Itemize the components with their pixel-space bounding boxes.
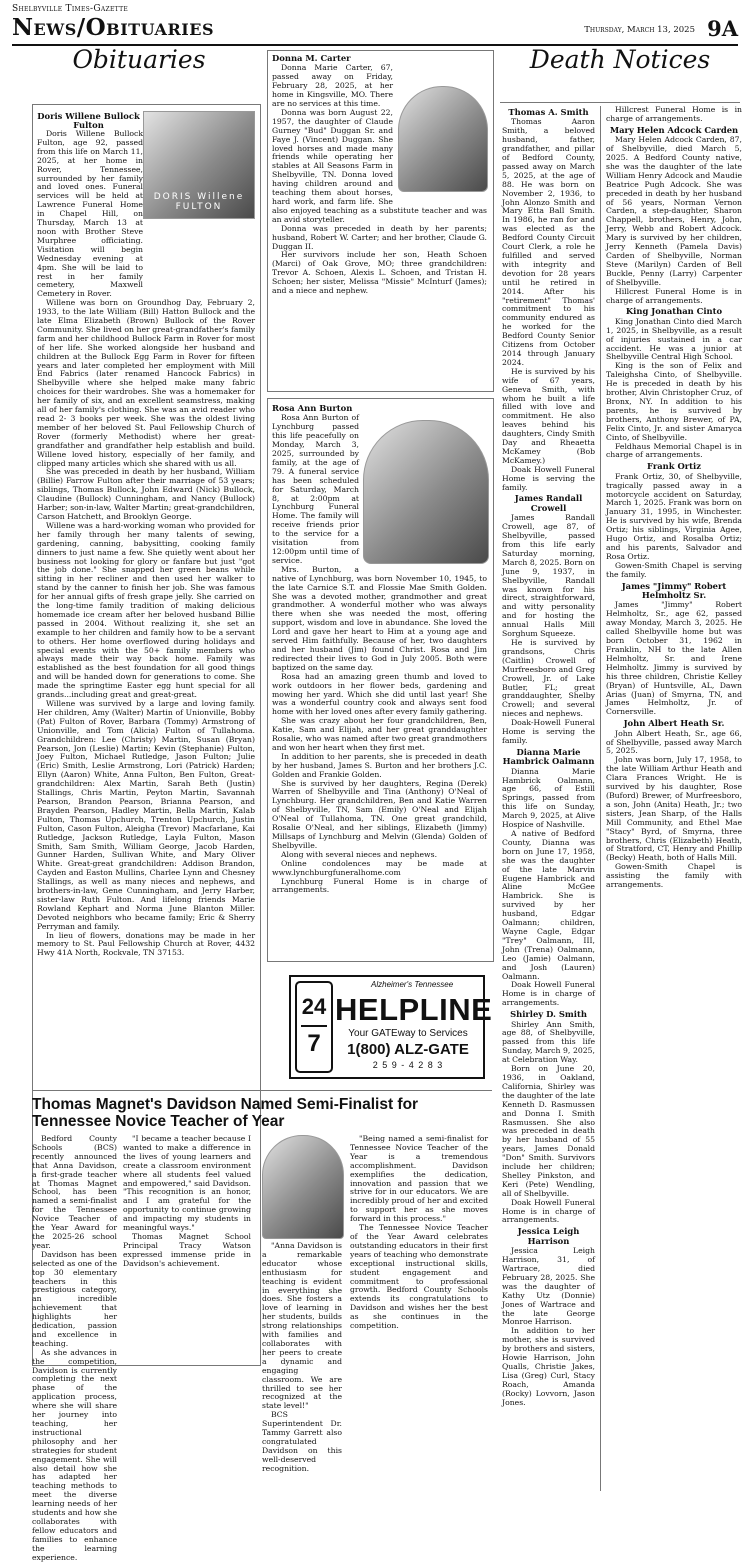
masthead: Shelbyville Times-Gazette bbox=[12, 4, 129, 14]
article-p4: "I became a teacher because I wanted to make a difference in the lives of young learners and create a classroom environment where all students feel valued and empowered," said Davidson. "This recognition is an honor, and I am grateful for the opportunity to continue growing and impacting my students in meaningful ways." bbox=[123, 1134, 251, 1233]
article-rule bbox=[32, 1090, 492, 1091]
carter-p4: Her survivors include her son, Heath Schoen (Marci) of Oak Grove, MO; three grandchildren: Trevor A. Schoen, Alexis L. Schoen, and Tristan H. Schoen; her sister, Melissa "Missie" McInturf (James); and a niece and nephew. bbox=[272, 250, 487, 296]
carden-p2: Hillcrest Funeral Home is in charge of arrangements. bbox=[606, 286, 742, 305]
burton-p6: She is survived by her daughters, Regina (Derek) Warren of Shelbyville and Tina (Anthony) O'Neal of Lynchburg. Her grandchildren, Ben and Katie Warren of Shelbyville, TN, Sam (Emily) O'Neal and Elijah O'Neal of Tullahoma, TN. One great grandchild, Rosalie O'Neal, and her siblings, Elizabeth (Jimmy) Millsaps of Lynchburg and Melvin (Glenda) Golden of Shelbyville. bbox=[272, 778, 487, 850]
fulton-p3: She was preceded in death by her husband, William (Billie) Farrow Fulton after their marriage of 53 years; siblings, Thomas Bullock, John Edward (Nick) Bullock, Claudine (Bullock) Cunningham, and Nancy (Bullock) Harber; son-in-law, Walter Martin; great-grandchildren, Carson Hatchett, and Brooklyn George. bbox=[37, 467, 255, 521]
section-title: News/Obituaries bbox=[12, 14, 214, 41]
fulton-p4: Willene was a hard-working woman who provided for her family through her many talents of sewing, gardening, canning, babysitting, cooking family dinners to just name a few. She quietly went about her business not looking for glory or fanfare but just "got the job done." She snapped her green beans while sitting in her recliner and then used her walker to stand by the canner to finish her job. She was famous for her annual gifts of fresh grape jelly. She carried on the long-time family tradition of making delicious homemade ice cream after her beloved husband Billie passed in 2004. Without realizing it, she set an example to her children and family how to be a servant to others. Her home overflowed during holidays and special events with the 50+ family members who always made their way back home. Family was established as the best foundation for all good things and will be handed down for generations to come. She made the springtime Easter egg hunt special for all grands...including great and great-great. bbox=[37, 520, 255, 700]
carter-p2: Donna was born August 22, 1957, the daughter of Claude Gurney "Bud" Duggan Sr. and Faye J. (Vincent) Duggan. She loved horses and made many friends while operating her stables at All Seasons Farm in Shelbyville, TN. Donna loved having children around and teaching them about horses, hard work, and farm life. She also enjoyed teaching as a substitute teacher and was an avid storyteller. bbox=[272, 107, 487, 224]
ortiz-p1: Frank Ortiz, 30, of Shelbyville, tragically passed away in a motorcycle accident on Saturday, March 1, 2025. Frank was born on January 31, 1995, in Winchester. He is survived by his wife, Brenda Ortiz; his siblings, Virginia Agee, Hugo Ortiz, and Rosalba Ortiz; and his parents, Salvador and Rosa Ortiz. bbox=[606, 471, 742, 561]
heath-name: John Albert Heath Sr. bbox=[623, 718, 725, 729]
smith-name: Thomas A. Smith bbox=[508, 107, 589, 117]
obituaries-heading: Obituaries bbox=[72, 45, 206, 74]
smith-p1: Thomas Aaron Smith, a beloved husband, father, grandfather, and pillar of Bedford County, passed away on March 5, 2025, at the age of 88. He was born on November 2, 1936, to John Alonzo Smith and Mary Etta Ball Smith. In 1986, he ran for and was elected as the Bedford County Circuit Court Clerk, a role he fulfilled and served with integrity and devotion for 28 years until he retired in 2014. After his "retirement" Thomas' commitment to his community endured as he worked for the Bedford County Senior Citizens from October 2014 through January 2024. bbox=[502, 117, 595, 367]
smith-p2: He is survived by his wife of 67 years, Geneva Smith, with whom he built a life filled with love and commitment. He also leaves behind his daughters, Cindy Smith Day and Rheaetta McKamey (Bob McKamey.) bbox=[502, 366, 595, 465]
fulton-p2: Willene was born on Groundhog Day, February 2, 1933, to the late William (Bill) Hatton Bullock and the late Elma Elizabeth (Brown) Bullock of the Rover Community. She lived on her great-grandfather's family farm and her childhood Bullock Farm in Rover for most of her life. She worked alongside her husband and children at the Bullock Egg Farm in Rover for fifteen years and later completed her employment with Mill End Fabrics (later renamed Hancock Fabrics) in Shelbyville where she helped make many fabric choices for their wardrobes. She was a homemaker for her family of six, and an excellent seamstress, making all of her family's clothing. She was an avid reader who read 2- 3 books per week. She was the oldest living member of her beloved St. Paul Fellowship Church of Rover (formerly Methodist) where her great-grandfather and grandfather help establish and build. Willene loved history, especially of her family, and clipped many articles which she shared with us all. bbox=[37, 298, 255, 468]
carter-p1: Donna Marie Carter, 67, passed away on Friday, February 28, 2025, at her home in Kingsville, MO. There are no services at this time. bbox=[272, 63, 393, 109]
article-p2: Davidson has been selected as one of the top 30 elementary teachers in this prestigious category, an incredible achievement that highlights her dedication, passion and excellence in teaching. bbox=[32, 1249, 117, 1348]
helmholtz-name: James "Jimmy" Robert Helmholtz Sr. bbox=[621, 580, 727, 601]
cinto-name: King Jonathan Cinto bbox=[625, 306, 723, 317]
ad-digits: 2 5 9 - 4 2 8 3 bbox=[372, 1060, 444, 1070]
fulton-p1-wrap bbox=[37, 130, 143, 299]
burton-p1: Rosa Ann Burton of Lynchburg passed this life peacefully on Monday, March 3, 2025, surrounded by family, at the age of 79. A funeral service has been scheduled for Saturday, March 8, at 2:00pm at Lynchburg Funeral Home. The family will receive friends prior to the service for a visitation from 12:00pm until time of service. bbox=[272, 413, 359, 565]
crowell-p1: James Randall Crowell, age 87, of Shelbyville, passed from this life early Saturday morning, March 8, 2025. Born on June 9, 1937, in Shelbyville, Randall was known for his direct, straightforward, and witty personality and for hosting the annual Halls Mill Sorghum Squeeze. bbox=[502, 513, 595, 639]
carden-p1: Mary Helen Adcock Carden, 87, of Shelbyville, died March 5, 2025. A Bedford County native, she was the daughter of the late William Henry Adcock and Maudie Beatrice Pugh Adcock. She was preceded in death by her husband of 56 years, Norman Vernon Carden, a step-daughter, Sharon Chappell, brothers, Henry, John, Jerry, Webb and Robert Adcock. Mary is survived by her children, Jerry Kenneth (Pamela Davis) Carden of Shelbyville, Norman Steve (Marilyn) Carden of Bell Buckle, Penny (Larry) Carpenter of Shelbyville. bbox=[606, 135, 742, 287]
heath-p1: John Albert Heath, Sr., age 66, of Shelbyville, passed away March 5, 2025. bbox=[606, 728, 742, 756]
burton-p9: Lynchburg Funeral Home is in charge of arrangements. bbox=[272, 876, 487, 895]
ad-tagline: Your GATEway to Services bbox=[348, 1028, 468, 1039]
fulton-p6: In lieu of flowers, donations may be made in her memory to St. Paul Fellowship Church at Rover, 4432 Hwy 41A North, Rockvale, TN 37153. bbox=[37, 930, 255, 958]
harrison-p1: Jessica Leigh Harrison, 31, of Wartrace, died February 28, 2025. She was the daughter of Kathy Utz (Donnie) Jones of Wartrace and the late George Monroe Harrison. bbox=[502, 1246, 595, 1327]
shirley-name: Shirley D. Smith bbox=[510, 1009, 587, 1020]
phone-icon bbox=[295, 981, 333, 1073]
harrison-name: Jessica Leigh Harrison bbox=[517, 1226, 580, 1246]
article-col-2 bbox=[123, 1135, 251, 1490]
burton-p7: Along with several nieces and nephews. bbox=[281, 849, 438, 859]
page-number: 9A bbox=[707, 16, 738, 41]
burton-text bbox=[272, 402, 487, 958]
harrison-p3: Hillcrest Funeral Home is in charge of arrangements. bbox=[606, 105, 742, 123]
oalmann-p3: Doak Howell Funeral Home is in charge of arrangements. bbox=[502, 980, 595, 1008]
article-p1: Bedford County Schools (BCS) recently announced that Anna Davidson, a first-grade teacher at Thomas Magnet School, has been named a semi-finalist for the Tennessee Novice Teacher of the Year Award for the 2025-26 school year. bbox=[32, 1134, 117, 1250]
carter-p3: Donna was preceded in death by her parents; husband, Robert W. Carter; and her brother, Claude G. Duggan II. bbox=[272, 223, 487, 251]
oalmann-p2: A native of Bedford County, Dianna was born on June 17, 1958, she was the daughter of the late Marvin Eugene Hambrick and Aline McGee Hambrick. She is survived by her husband, Edgar Oalmann; children, Wayne Cagle, Edgar "Trey" Oalmann, III, John (Trena) Oalmann, Leo (Jamie) Oalmann, and Josh (Lauren) Oalmann. bbox=[502, 829, 595, 981]
carter-name: Donna M. Carter bbox=[272, 53, 351, 63]
burton-p5: In addition to her parents, she is preceded in death by her husband, James S. Burton and her brothers J.C. Golden and Frankie Golden. bbox=[272, 751, 487, 779]
shirley-p3: Doak Howell Funeral Home is in charge of arrangements. bbox=[502, 1197, 595, 1225]
article-p8: "Being named a semi-finalist for Tennessee Novice Teacher of the Year is a tremendous accomplishment. Davidson exemplifies the dedication, innovation and passion that we strive for in our educators. We are incredibly proud of her and excited to support her as she moves forward in this process." bbox=[350, 1134, 488, 1224]
carter-photo-space bbox=[393, 64, 487, 206]
article-col-1 bbox=[32, 1134, 117, 1562]
phone-number-24: 24 bbox=[301, 994, 327, 1019]
helmholtz-p1: James "Jimmy" Robert Helmholtz, Sr., age 62, passed away Monday, March 3, 2025. He called Shelbyville home but was born October 31, 1962 in Franklin, NH to the late Allen Helmholtz, Sr. and Irene Helmholtz. Jimmy is survived by his three children, Christie Kelley (Bryan) of Huntsville, AL, Dawn Arias (Juan) of Smyrna, TN, and James Helmholtz, Jr. of Cornersville. bbox=[606, 600, 742, 717]
oalmann-name: Dianna Marie Hambrick Oalmann bbox=[502, 746, 595, 767]
harrison-p2: In addition to her mother, she is survived by brothers and sisters, Howie Harrison, John Qualls, Christie Jakes, Lisa (Greg) Curl, Stacy Roach, Amanda (Rocky) Lovvorn, Jason Jones. bbox=[502, 1326, 595, 1407]
heath-p2: John was born, July 17, 1958, to the late William Arthur Heath and Clara Frances Wright. He is survived by his daughter, Rose (Buford) Brewer, of Murfreesboro, a son, John (Anita) Heath, Jr.; two sisters, Jean Sharp, of the Halls Mill Community, and Ethel Mae "Stacy" Byrd, of Smyrna, three brothers, Chris (Elizabeth) Heath, of Stratford, CT, Henry and Phillip (Becky) Heath, both of Halls Mill. bbox=[606, 755, 742, 863]
death-notices-rule bbox=[500, 102, 740, 103]
crowell-p3: Doak-Howell Funeral Home is serving the family. bbox=[502, 718, 595, 745]
cinto-p1: King Jonathan Cinto died March 1, 2025, in Shelbyville, as a result of injuries sustained in a car accident. He was a junior at Shelbyville Central High School. bbox=[606, 316, 742, 362]
burton-p4: She was crazy about her four grandchildren, Ben, Katie, Sam and Elijah, and her great granddaughter Rosalie, who was named after two great grandmothers and won her heart when they first met. bbox=[272, 716, 487, 752]
burton-p2: Mrs. Burton, a native of Lynchburg, was born November 10, 1945, to the late Carnice S.T. and Flossie Mae Smith Golden. She was a devoted mother, grandmother and great grandmother. A wonderful mother who was always there when she was needed the most, offering support, wisdom and love in abundance. She loved the Lord and gave her heart to Him at a young age and served Him faithfully. Because of her, two daughters and her husband (Jim) found Christ. Rosa and Jim redirected their lives to God in July 2005. Both were baptized on the same day. bbox=[272, 564, 487, 672]
shirley-p2: Born on June 20, 1936, in Oakland, California, Shirley was the daughter of the late Kenneth D. Rasmussen and Donna I. Smith Rasmussen. She also was preceded in death by her husband of 55 years, James Donald "Don" Smith. Survivors include her children; Shelley Pinkston, and Keri (Pete) Wendling, all of Shelbyville. bbox=[502, 1064, 595, 1198]
shirley-p1: Shirley Ann Smith, age 88, of Shelbyville, passed from this life Sunday, March 9, 2025, at Celebration Way. bbox=[502, 1019, 595, 1065]
burton-name: Rosa Ann Burton bbox=[272, 403, 353, 413]
death-notices-divider bbox=[600, 106, 601, 1491]
smith-p3: Doak Howell Funeral Home is serving the family. bbox=[502, 464, 595, 492]
fulton-photo-caption: DORIS Willene FULTON bbox=[153, 192, 245, 212]
cinto-p3: Feldhaus Memorial Chapel is in charge of arrangements. bbox=[606, 441, 742, 460]
burton-p8: Online condolences may be made at www.lynchburgfuneralhome.com bbox=[272, 858, 487, 877]
dn-col-1 bbox=[502, 106, 595, 1491]
helpline-ad bbox=[289, 975, 493, 1079]
carter-text bbox=[272, 52, 487, 388]
carden-name: Mary Helen Adcock Carden bbox=[609, 124, 739, 135]
crowell-name: James Randall Crowell bbox=[514, 493, 583, 513]
death-notices-heading: Death Notices bbox=[529, 45, 711, 74]
dn-col-2 bbox=[606, 106, 742, 1491]
article-p6: "Anna Davidson is a remarkable educator whose enthusiasm for teaching is evident in everything she does. She fosters a love of learning in her students, builds strong relationships with families and collaborates with her peers to create a dynamic and engaging classroom. We are thrilled to see her recognized at the state level!" bbox=[262, 1241, 342, 1411]
oalmann-p1: Dianna Marie Hambrick Oalmann, age 66, of Estill Springs, passed from this life on Sunday, March 9, 2025, at Alive Hospice of Nashville. bbox=[502, 766, 595, 830]
article-col-3 bbox=[262, 1242, 342, 1490]
article-p9: The Tennessee Novice Teacher of the Year Award celebrates outstanding educators in their first years of teaching who demonstrate exceptional instructional skills, student engagement and commitment to professional growth. Bedford County Schools extends its congratulations to Davidson and wishes her the best as she continues in the competition. bbox=[350, 1223, 488, 1331]
article-col-4 bbox=[350, 1135, 488, 1490]
phone-number-7: 7 bbox=[307, 1030, 321, 1057]
article-p7: BCS Superintendent Dr. Tammy Garrett also congratulated Davidson on this well-deserved recognition. bbox=[262, 1410, 342, 1473]
ortiz-p2: Gowen-Smith Chapel is serving the family. bbox=[606, 560, 742, 579]
ad-phone: 1(800) ALZ-GATE bbox=[347, 1041, 469, 1058]
ad-headline: HELPLINE bbox=[335, 992, 493, 1027]
burton-p3: Rosa had an amazing green thumb and loved to work outdoors in her flower beds, gardening and mowing her yard. Which she did until last year! She was a wonderful country cook and always sent food home with her loved ones after every family gathering. bbox=[272, 671, 487, 717]
crowell-p2: He is survived by grandsons, Chris (Caitlin) Crowell of Murfreesboro and Greg Crowell, Jr. of Lake Butler, FL; great granddaughter, Shelby Crowell; and several nieces and nephews. bbox=[502, 637, 595, 719]
article-p5: Thomas Magnet School Principal Tracy Watson expressed immense pride in Davidson's achievement. bbox=[123, 1231, 251, 1268]
article-headline: Thomas Magnet's Davidson Named Semi-Finalist for Tennessee Novice Teacher of Year bbox=[32, 1096, 419, 1130]
heath-p3: Gowen-Smith Chapel is assisting the family with arrangements. bbox=[606, 862, 742, 890]
davidson-photo bbox=[262, 1135, 344, 1239]
ortiz-name: Frank Ortiz bbox=[647, 461, 701, 472]
fulton-p5: Willene was survived by a large and loving family. Her children, Amy (Walter) Martin of Unionville, Bobby (Pat) Fulton of Rover, Barbara (Tommy) Armstrong of Unionville, and Tom (Alicia) Fulton of Tullahoma. Grandchildren: Lee (Christy) Martin, Susan (Bryan) Pearson, Jon (Leslie) Martin; Kevin (Stephanie) Fulton, Joey Fulton, Michael Rutledge, Jason Fulton; Julie (Eric) Smith, Leslie Armstrong, Lori (Patrick) Harden; Ellyn (Aaron) White, Anna Fulton, Ben Fulton, Great-grandchildren: Alex Martin, Sarah Beth (Justin) Stallings, Chris Martin, Peyton Martin, Savannah Pearson, Brandon Pearson, Brianna Pearson, and Brayden Pearson, Hadley Martin, Bella Martin, Kalab Fulton, Thomas Upchurch, Trenton Upchurch, Justin Fulton, Cason Fulton, Aleigha (Trevor) Macfarlane, Kai Rutledge, Jackson Rutledge, Layla Fulton, Mason Smith, Sam Smith, William George, Jacob Harden, Gunner Harden, Sullivan White, and Mary Oliver White. Great-great grandchildren: Addison Brandon, Cayden and Easton Mullins, Charlee Lynn and Chesney Stallings, as well as many nieces and nephews, and brothers-in-law, Gene Cunningham, and Jerry Harber, sister-law Ruth Fulton. And lifelong friends Marie Rowland Kephart and Norma June Blanton Miller. Devoted neighbors who became family; Eric & Sherry Perryman and family. bbox=[37, 699, 255, 931]
burton-photo-space bbox=[359, 414, 487, 572]
article-p3: As she advances in the competition, Davidson is currently completing the next phase of the application process, where she will share her journey into teaching, her instructional philosophy and her strategies for student engagement. She will also detail how she has adapted her teaching methods to meet the diverse learning needs of her students and how she collaborates with fellow educators and families to enhance the learning experience. bbox=[32, 1347, 117, 1562]
fulton-name: Doris Willene Bullock Fulton bbox=[37, 111, 140, 131]
ad-sponsor: Alzheimer's Tennessee bbox=[371, 980, 454, 989]
issue-date: Thursday, March 13, 2025 bbox=[584, 25, 695, 35]
cinto-p2: King is the son of Felix and Taleighsha Cinto, of Shelbyville. He is preceded in death by his brother, Alvin Christopher Cruz, of Bronx, NY. In addition to his parents, he is survived by brothers, Anthony Brewer, of PA, Felix Cinto, Jr. and sister Amaryca Cinto, of Shelbyville. bbox=[606, 361, 742, 442]
fulton-p1: Doris Willene Bullock Fulton, age 92, passed from this life on March 11, 2025, at her home in Rover, Tennessee, surrounded by her family and loved ones. Funeral services will be held at Lawrence Funeral Home in Chapel Hill, on Thursday, March 13 at noon with Brother Steve Murphree officiating. Visitation will begin Wednesday evening at 4pm. She will be laid to rest in her family cemetery, Maxwell Cemetery in Rover. bbox=[37, 129, 143, 299]
